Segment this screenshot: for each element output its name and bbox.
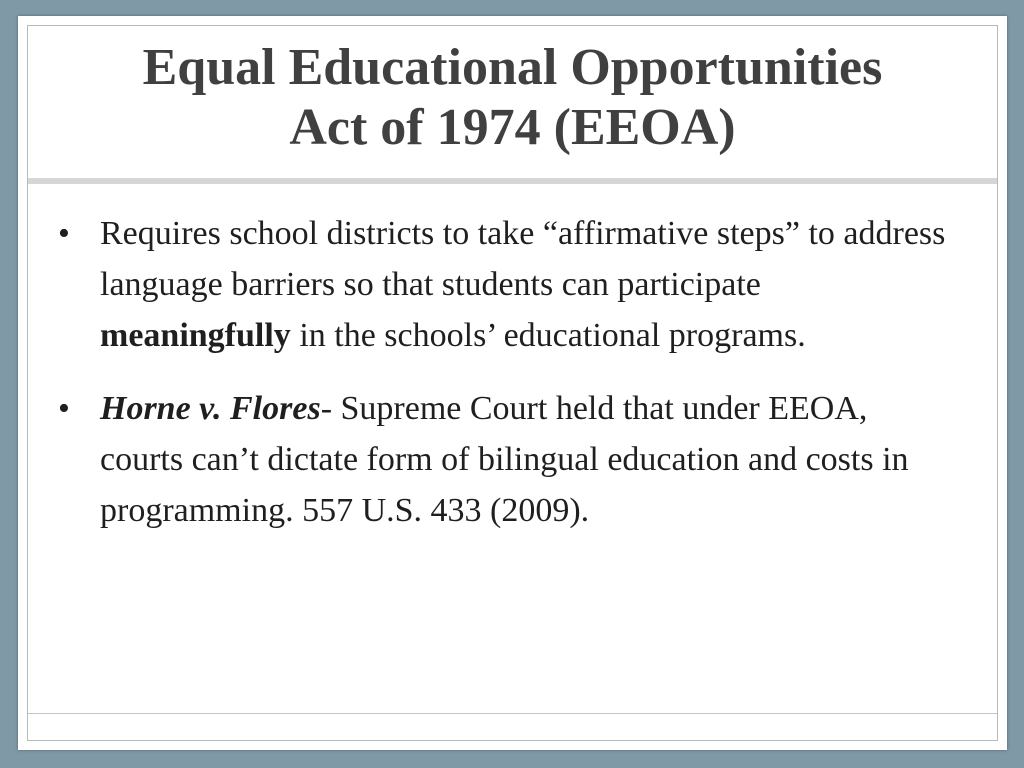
bullet-2-case-name: Horne v. Flores	[100, 390, 321, 427]
title-line-1: Equal Educational Opportunities	[142, 39, 883, 96]
bullet-item-eeoa-requirement	[58, 208, 958, 361]
title-line-2: Act of 1974 (EEOA)	[289, 99, 736, 156]
footer-divider	[28, 713, 997, 714]
bullet-icon: •	[58, 215, 70, 252]
bullet-icon: •	[58, 390, 70, 427]
bullet-1-emphasis: meaningfully	[100, 317, 291, 354]
slide-title	[27, 38, 998, 158]
bullet-1-text: Requires school districts to take “affirmative steps” to address language barriers so that students can participate	[100, 215, 946, 303]
bullet-1-text-end: in the schools’ educational programs.	[290, 317, 806, 354]
slide	[18, 16, 1007, 750]
title-divider	[28, 178, 997, 184]
bullet-item-horne-v-flores	[58, 383, 958, 536]
bullet-list	[58, 208, 958, 558]
bullet-2-text: - Supreme Court held that under EEOA, courts can’t dictate form of bilingual education and costs in programming. 557 U.S. 433 (2009).	[100, 390, 909, 529]
